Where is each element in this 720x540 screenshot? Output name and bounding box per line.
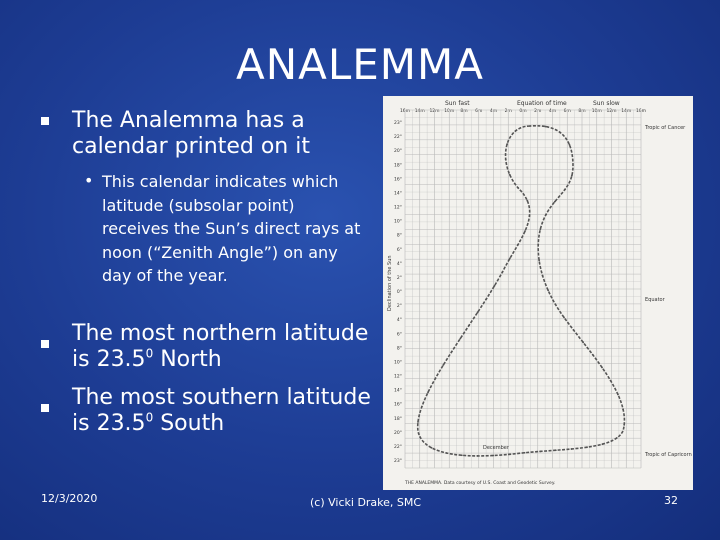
curve-date-tick xyxy=(617,394,619,396)
label-tropic-cancer: Tropic of Cancer xyxy=(645,125,686,131)
left-declination-label: 6° xyxy=(396,247,402,253)
bullet-marker xyxy=(41,340,49,348)
curve-date-tick xyxy=(586,446,588,448)
bullet-southern xyxy=(72,385,372,437)
bullet-southern-degree: 0 xyxy=(145,410,154,425)
curve-date-tick xyxy=(459,338,461,340)
label-equator: Equator xyxy=(645,297,665,303)
curve-date-tick xyxy=(477,311,479,313)
left-declination-label: 23° xyxy=(394,121,402,126)
curve-date-tick xyxy=(461,454,463,456)
curve-date-tick xyxy=(506,143,508,145)
curve-date-tick xyxy=(431,447,433,449)
left-declination-label: 23° xyxy=(394,459,402,464)
curve-date-tick xyxy=(616,437,618,439)
left-declination-label: 12° xyxy=(394,374,402,380)
left-declination-label: 22° xyxy=(394,444,402,450)
curve-date-tick xyxy=(492,455,494,457)
top-tick-label: 10m xyxy=(591,109,602,114)
bottom-month-label: December xyxy=(483,445,509,451)
bullet-southern-dir: South xyxy=(153,411,225,436)
header-sun-slow: Sun slow xyxy=(593,100,620,107)
left-declination-label: 22° xyxy=(394,135,402,141)
curve-date-tick xyxy=(445,452,447,454)
left-declination-label: 18° xyxy=(394,163,402,169)
curve-date-tick xyxy=(524,230,526,232)
curve-date-tick xyxy=(417,421,419,423)
left-declination-label: 6° xyxy=(396,332,402,338)
bullet-northern-degree: 0 xyxy=(145,346,154,361)
curve-date-tick xyxy=(555,449,557,451)
curve-date-tick xyxy=(419,436,421,438)
curve-date-tick xyxy=(494,285,496,287)
curve-date-tick xyxy=(571,448,573,450)
curve-date-tick xyxy=(545,214,547,216)
curve-date-tick xyxy=(569,144,571,146)
left-declination-label: 12° xyxy=(394,205,402,211)
curve-date-tick xyxy=(515,130,517,132)
curve-date-tick xyxy=(547,290,549,292)
left-declination-label: 8° xyxy=(396,346,402,352)
curve-date-tick xyxy=(623,424,625,426)
slide-title: ANALEMMA xyxy=(235,40,485,89)
top-tick-label: 8m xyxy=(460,109,468,114)
bullet-marker xyxy=(41,117,49,125)
curve-date-tick xyxy=(526,200,528,202)
curve-date-tick xyxy=(509,258,511,260)
curve-date-tick xyxy=(529,125,531,127)
curve-date-tick xyxy=(508,453,510,455)
curve-date-tick xyxy=(517,244,519,246)
curve-date-tick xyxy=(505,159,507,161)
bullet-northern-text: The most northern latitude is 23.5 xyxy=(72,321,369,372)
curve-date-tick xyxy=(563,317,565,319)
top-tick-label: 10m xyxy=(444,109,455,114)
bullet-calendar: The Analemma has a calendar printed on it xyxy=(72,108,310,159)
left-declination-label: 0° xyxy=(396,290,402,295)
curve-date-tick xyxy=(573,329,575,331)
top-tick-label: 6m xyxy=(475,109,483,114)
curve-date-tick xyxy=(501,271,503,273)
label-tropic-capricorn: Tropic of Capricorn xyxy=(645,452,692,458)
footer-page-number: 32 xyxy=(664,494,678,507)
left-declination-label: 16° xyxy=(394,402,402,408)
curve-date-tick xyxy=(564,189,566,191)
left-declination-label: 10° xyxy=(394,360,402,366)
analemma-figure xyxy=(383,96,693,490)
top-tick-label: 12m xyxy=(606,109,617,114)
top-tick-label: 16m xyxy=(399,109,411,114)
curve-date-tick xyxy=(554,303,556,305)
curve-date-tick xyxy=(554,201,556,203)
top-tick-label: 2m xyxy=(504,109,512,114)
curve-date-tick xyxy=(538,260,540,262)
curve-date-tick xyxy=(485,298,487,300)
curve-date-tick xyxy=(442,364,444,366)
curve-date-tick xyxy=(529,215,531,217)
top-tick-label: 14m xyxy=(621,109,632,114)
curve-date-tick xyxy=(582,341,584,343)
curve-date-tick xyxy=(539,451,541,453)
top-tick-label: 12m xyxy=(429,109,440,114)
top-tick-label: 4m xyxy=(489,109,498,114)
figure-caption: THE ANALEMMA. Data courtesy of U.S. Coast and Geodetic Survey. xyxy=(405,481,556,486)
footer-date: 12/3/2020 xyxy=(41,492,98,505)
left-declination-label: 10° xyxy=(394,219,402,225)
left-declination-label: 2° xyxy=(396,275,402,281)
analemma-svg xyxy=(383,96,693,490)
left-axis-title: Declination of the Sun xyxy=(387,255,393,311)
curve-date-tick xyxy=(559,132,561,134)
curve-date-tick xyxy=(451,351,453,353)
curve-date-tick xyxy=(602,443,604,445)
bullet-southern-text: The most southern latitude is 23.5 xyxy=(72,385,371,436)
curve-date-tick xyxy=(601,367,603,369)
curve-date-tick xyxy=(537,244,539,246)
header-equation: Equation of time xyxy=(517,100,567,107)
left-declination-label: 14° xyxy=(394,191,402,197)
top-tick-label: 8m xyxy=(578,109,586,114)
curve-date-tick xyxy=(539,228,541,230)
curve-date-tick xyxy=(622,408,624,410)
left-declination-label: 4° xyxy=(396,261,402,267)
bullet-northern-dir: North xyxy=(153,347,222,372)
curve-date-tick xyxy=(572,159,574,161)
top-tick-label: 16m xyxy=(635,109,647,114)
sub-bullet-text: This calendar indicates which latitude (subsolar point) receives the Sun’s direct rays at noon (“Zenith Angle”) on any day of the year. xyxy=(102,172,361,285)
curve-date-tick xyxy=(421,406,423,408)
curve-date-tick xyxy=(610,380,612,382)
left-declination-label: 20° xyxy=(394,149,402,155)
footer-credit: (c) Vicki Drake, SMC xyxy=(310,496,422,509)
curve-date-tick xyxy=(427,391,429,393)
top-tick-label: 6m xyxy=(563,109,571,114)
curve-date-tick xyxy=(571,175,573,177)
curve-date-tick xyxy=(468,325,470,327)
curve-date-tick xyxy=(509,174,511,176)
curve-date-tick xyxy=(542,275,544,277)
curve-date-tick xyxy=(524,452,526,454)
top-tick-label: 2m xyxy=(534,109,542,114)
curve-date-tick xyxy=(434,378,436,380)
curve-date-tick xyxy=(545,126,547,128)
left-declination-label: 4° xyxy=(396,318,402,324)
curve-date-tick xyxy=(477,455,479,457)
curve-date-tick xyxy=(517,187,519,189)
top-tick-label: 14m xyxy=(414,109,425,114)
sub-bullet-marker: • xyxy=(84,171,94,190)
top-tick-label: 4m xyxy=(548,109,557,114)
left-declination-label: 16° xyxy=(394,177,402,183)
left-declination-label: 2° xyxy=(396,304,402,310)
bullet-northern xyxy=(72,321,372,373)
left-declination-label: 8° xyxy=(396,233,402,239)
left-declination-label: 20° xyxy=(394,430,402,436)
header-sun-fast: Sun fast xyxy=(445,100,470,107)
curve-date-tick xyxy=(592,354,594,356)
left-declination-label: 18° xyxy=(394,416,402,422)
top-tick-label: 0m xyxy=(519,109,527,114)
bullet-marker xyxy=(41,404,49,412)
left-declination-label: 14° xyxy=(394,388,402,394)
